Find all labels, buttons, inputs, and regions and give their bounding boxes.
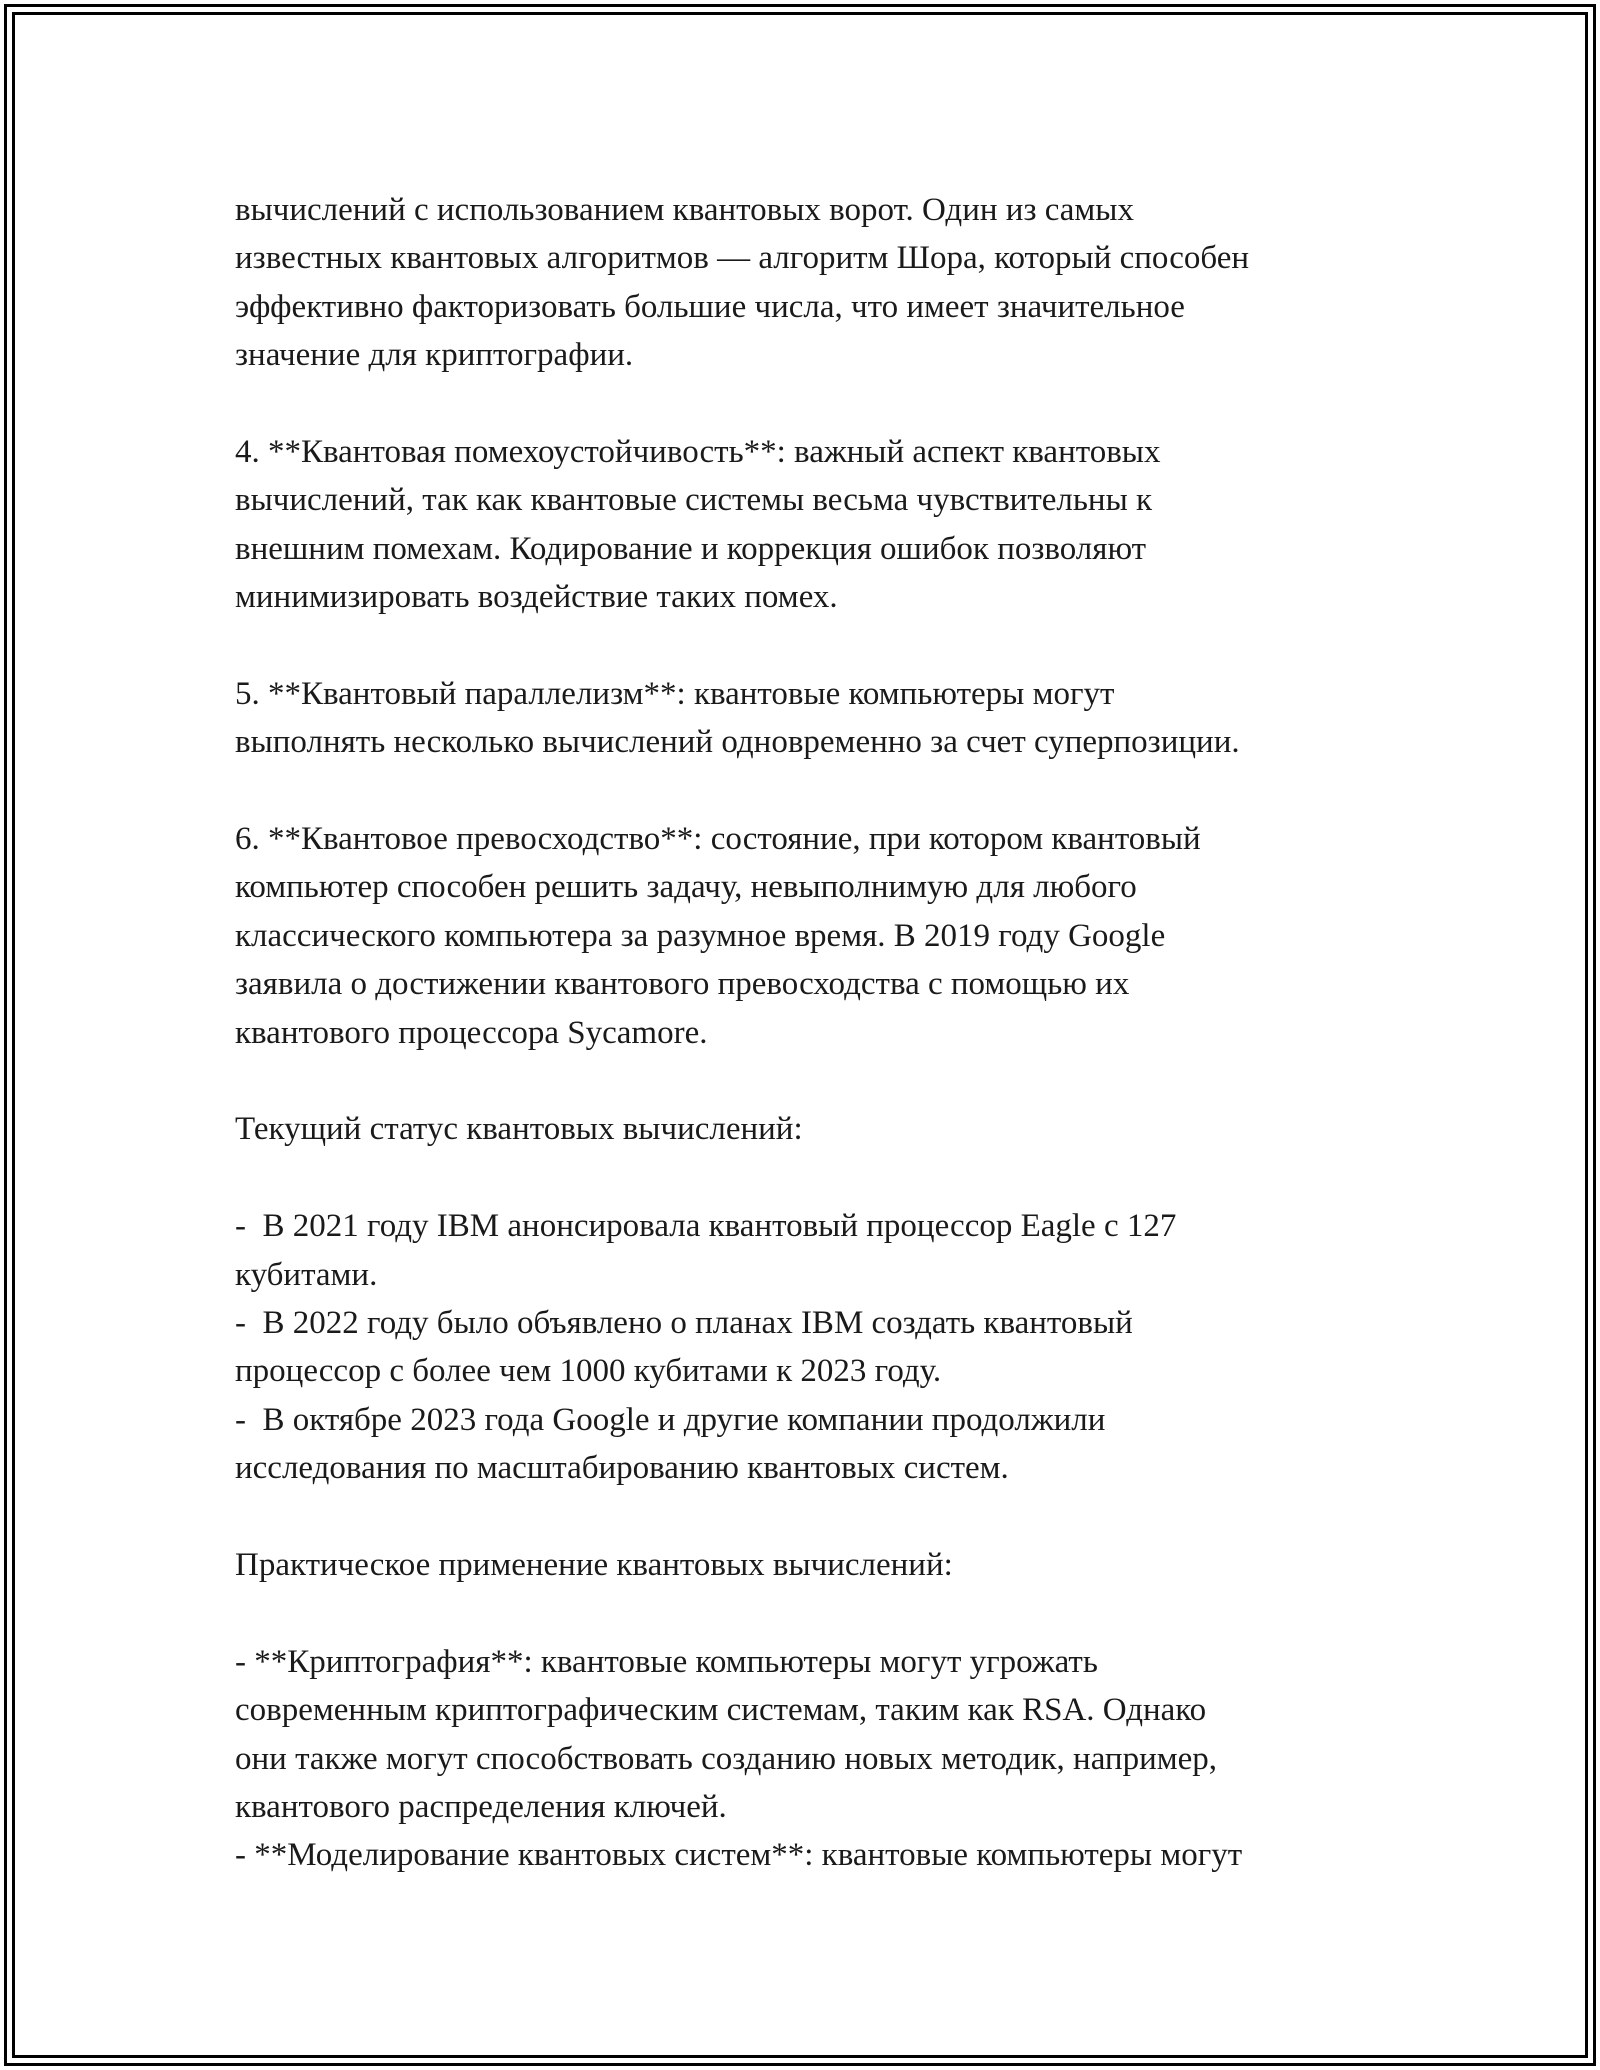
- paragraph-spacer: [235, 622, 1395, 670]
- paragraph-spacer: [235, 1493, 1395, 1541]
- paragraph-noise-resilience: [235, 428, 1395, 622]
- paragraph-spacer: [235, 1589, 1395, 1637]
- heading-current-status: [235, 1105, 1395, 1153]
- text-line: известных квантовых алгоритмов — алгоритм Шора, который способен: [235, 240, 1250, 277]
- text-line: компьютер способен решить задачу, невыполнимую для любого: [235, 869, 1137, 906]
- list-item-continuation: современным криптографическим системам, таким как RSA. Однако: [235, 1692, 1207, 1729]
- paragraph-spacer: [235, 1154, 1395, 1202]
- section-heading: Практическое применение квантовых вычислений:: [235, 1546, 953, 1583]
- paragraph-supremacy: [235, 815, 1395, 1057]
- list-item-continuation: они также могут способствовать созданию новых методик, например,: [235, 1740, 1218, 1777]
- section-heading: Текущий статус квантовых вычислений:: [235, 1111, 803, 1148]
- document-body: [235, 186, 1395, 1880]
- list-item: - В октябре 2023 года Google и другие компании продолжили: [235, 1401, 1106, 1438]
- list-item-continuation: кубитами.: [235, 1256, 378, 1293]
- text-line: минимизировать воздействие таких помех.: [235, 579, 838, 616]
- list-item-continuation: квантового распределения ключей.: [235, 1788, 727, 1825]
- text-line: заявила о достижении квантового превосходства с помощью их: [235, 966, 1130, 1003]
- list-item: - **Моделирование квантовых систем**: квантовые компьютеры могут: [235, 1837, 1243, 1874]
- text-line: квантового процессора Sycamore.: [235, 1014, 708, 1051]
- text-line: выполнять несколько вычислений одновременно за счет суперпозиции.: [235, 724, 1240, 761]
- paragraph-spacer: [235, 767, 1395, 815]
- text-line: 4. **Квантовая помехоустойчивость**: важный аспект квантовых: [235, 433, 1161, 470]
- list-item: - В 2021 году IBM анонсировала квантовый процессор Eagle с 127: [235, 1208, 1177, 1245]
- text-line: вычислений с использованием квантовых ворот. Один из самых: [235, 192, 1134, 228]
- paragraph-parallelism: [235, 670, 1395, 767]
- paragraph-spacer: [235, 1057, 1395, 1105]
- paragraph-quantum-algorithms: [235, 186, 1395, 380]
- list-item: - **Криптография**: квантовые компьютеры могут угрожать: [235, 1643, 1098, 1680]
- heading-practical-applications: [235, 1541, 1395, 1589]
- text-line: классического компьютера за разумное время. В 2019 году Google: [235, 917, 1166, 954]
- text-line: вычислений, так как квантовые системы весьма чувствительны к: [235, 482, 1153, 519]
- text-line: 5. **Квантовый параллелизм**: квантовые компьютеры могут: [235, 675, 1115, 712]
- list-item-continuation: процессор с более чем 1000 кубитами к 2023 году.: [235, 1353, 942, 1390]
- paragraph-spacer: [235, 380, 1395, 428]
- list-practical-applications: [235, 1638, 1395, 1880]
- list-item-continuation: исследования по масштабированию квантовых систем.: [235, 1450, 1009, 1487]
- text-line: внешним помехам. Кодирование и коррекция ошибок позволяют: [235, 530, 1147, 567]
- text-line: значение для криптографии.: [235, 337, 634, 374]
- list-item: - В 2022 году было объявлено о планах IBM создать квантовый: [235, 1304, 1133, 1341]
- text-line: 6. **Квантовое превосходство**: состояние, при котором квантовый: [235, 821, 1201, 858]
- list-current-status: [235, 1202, 1395, 1492]
- text-line: эффективно факторизовать большие числа, что имеет значительное: [235, 288, 1185, 325]
